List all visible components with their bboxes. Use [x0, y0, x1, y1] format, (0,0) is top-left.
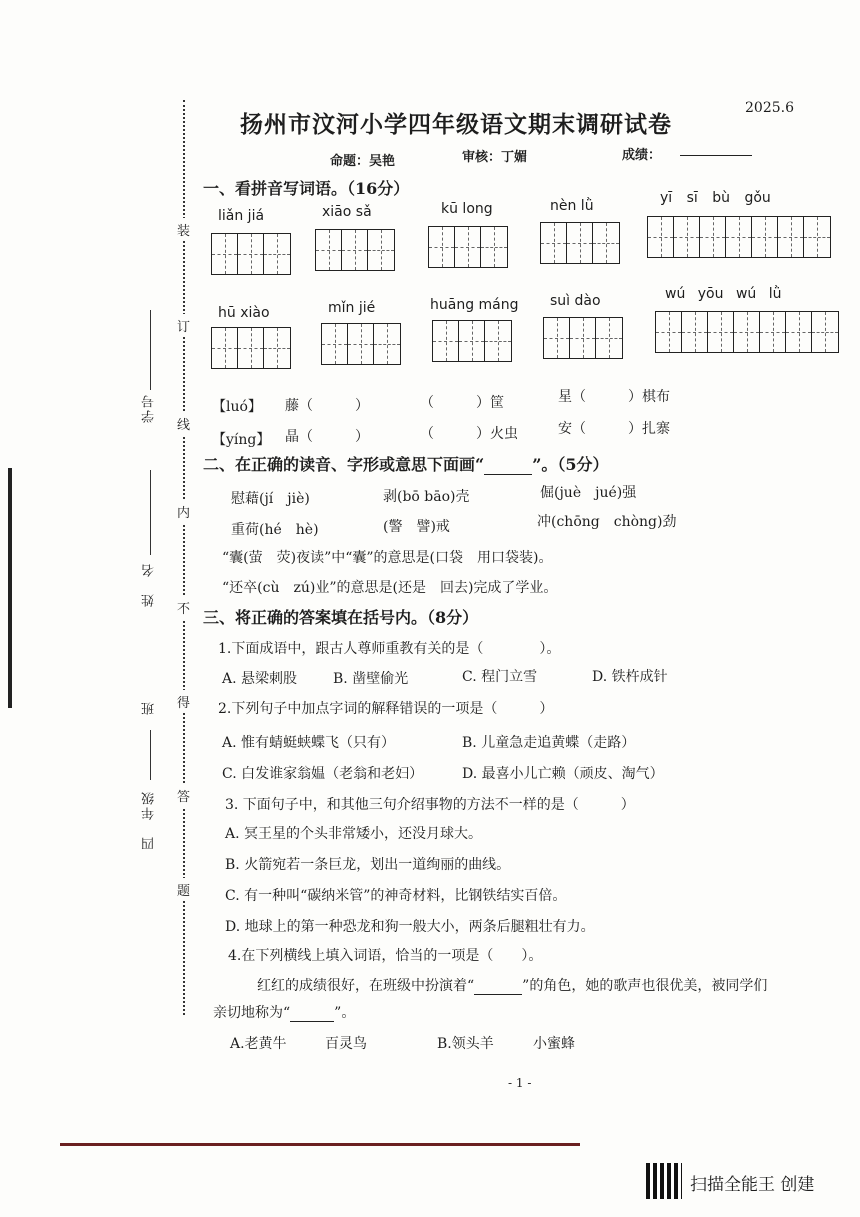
- luo-item[interactable]: （ ）筐: [420, 395, 504, 411]
- score-blank[interactable]: [680, 155, 752, 156]
- writing-grid[interactable]: [321, 323, 401, 365]
- luo-item[interactable]: 星（ ）棋布: [558, 389, 670, 405]
- author-label: 命题：吴艳: [330, 154, 396, 169]
- exam-date: 2025.6: [745, 100, 794, 116]
- writing-grid[interactable]: [428, 226, 508, 268]
- section-3-heading: 三、将正确的答案填在括号内。（8分）: [203, 608, 479, 627]
- binding-char: 内: [177, 500, 190, 523]
- binding-char: 订: [177, 314, 190, 337]
- option-item[interactable]: 百灵鸟: [325, 1036, 367, 1052]
- binding-char: 线: [177, 412, 190, 435]
- name-label: 姓 名: [142, 562, 157, 607]
- luo-item[interactable]: 藤（ ）: [285, 398, 369, 414]
- option-item[interactable]: B. 凿壁偷光: [333, 671, 409, 687]
- writing-grid[interactable]: [647, 216, 831, 258]
- qr-code-icon: [646, 1163, 682, 1199]
- answer-blank[interactable]: [474, 980, 522, 995]
- student-number-line[interactable]: [150, 310, 152, 390]
- writing-grid[interactable]: [432, 320, 512, 362]
- option-item[interactable]: C. 程门立雪: [462, 669, 538, 685]
- luo-label: 【luó】: [212, 399, 262, 415]
- ying-item[interactable]: 安（ ）扎寨: [558, 421, 670, 437]
- section-1-heading: 一、看拼音写词语。（16分）: [203, 179, 410, 198]
- class-line[interactable]: [150, 730, 152, 780]
- option-item[interactable]: D. 地球上的第一种恐龙和狗一般大小，两条后腿粗壮有力。: [225, 919, 595, 935]
- question-passage: 红红的成绩很好，在班级中扮演着“ ”的角色，她的歌声也很优美，被同学们: [257, 978, 768, 994]
- binding-char: 得: [177, 690, 190, 713]
- pinyin-label: wú yōu wú lǜ: [665, 286, 782, 302]
- option-item[interactable]: B. 火箭宛若一条巨龙，划出一道绚丽的曲线。: [225, 857, 511, 873]
- binding-char: 题: [177, 878, 190, 901]
- ying-item[interactable]: 晶（ ）: [285, 429, 369, 445]
- option-item[interactable]: A.老黄牛: [230, 1036, 287, 1052]
- question-text: 3. 下面句子中，和其他三句介绍事物的方法不一样的是（ ）: [225, 797, 635, 813]
- binding-char: 不: [177, 596, 190, 619]
- option-item[interactable]: 小蜜蜂: [533, 1036, 575, 1052]
- option-item[interactable]: B. 儿童急走追黄蝶（走路）: [462, 735, 636, 751]
- pinyin-label: liǎn jiá: [218, 208, 265, 224]
- writing-grid[interactable]: [543, 317, 623, 359]
- question-passage: 亲切地称为“ ”。: [213, 1005, 356, 1021]
- class-label: 班: [142, 700, 157, 715]
- option-item[interactable]: C. 有一种叫“碳纳米管”的神奇材料，比钢铁结实百倍。: [225, 888, 567, 904]
- writing-grid[interactable]: [211, 233, 291, 275]
- pinyin-label: kū long: [441, 201, 493, 217]
- question-text: 1.下面成语中，跟古人尊师重教有关的是（ ）。: [218, 641, 561, 657]
- page-number: - 1 -: [508, 1076, 532, 1090]
- ying-label: 【yíng】: [212, 432, 271, 448]
- pinyin-label: hū xiào: [218, 305, 270, 321]
- binding-char: 答: [177, 784, 190, 807]
- reviewer-label: 审核：丁媚: [462, 150, 528, 165]
- answer-blank[interactable]: [290, 1007, 334, 1022]
- option-item[interactable]: A. 悬梁刺股: [222, 671, 298, 687]
- choice-item[interactable]: 重荷(hé hè): [231, 522, 319, 538]
- pinyin-label: suì dào: [550, 293, 601, 309]
- pinyin-label: huāng máng: [430, 297, 519, 313]
- question-text: 2.下列句子中加点字词的解释错误的一项是（ ）: [218, 701, 554, 717]
- meaning-item[interactable]: “囊(萤 荧)夜读”中“囊”的意思是(口袋 用口袋装)。: [222, 550, 553, 566]
- question-text: 4.在下列横线上填入词语，恰当的一项是（ ）。: [228, 948, 543, 964]
- underline-sample: [484, 460, 532, 475]
- choice-item[interactable]: 剥(bō bāo)壳: [383, 489, 470, 505]
- option-item[interactable]: C. 白发谁家翁媪（老翁和老妇）: [222, 766, 424, 782]
- writing-grid[interactable]: [315, 229, 395, 271]
- choice-item[interactable]: 慰藉(jí jiè): [231, 491, 310, 507]
- choice-item[interactable]: 冲(chōng chòng)劲: [537, 514, 677, 530]
- section-2-heading: 二、在正确的读音、字形或意思下面画“ ”。（5分）: [203, 455, 609, 474]
- grade-label: 四 年级: [142, 790, 157, 850]
- option-item[interactable]: A. 冥王星的个头非常矮小，还没月球大。: [225, 826, 483, 842]
- scan-edge-mark: [8, 468, 12, 708]
- scanner-watermark: 扫描全能王 创建: [690, 1175, 815, 1195]
- meaning-item[interactable]: “还卒(cù zú)业”的意思是(还是 回去)完成了学业。: [222, 580, 558, 596]
- writing-grid[interactable]: [211, 327, 291, 369]
- score-label: 成绩：: [622, 148, 662, 163]
- binding-char: 装: [177, 218, 190, 241]
- pinyin-label: xiāo sǎ: [322, 204, 372, 220]
- name-line[interactable]: [150, 470, 152, 555]
- pinyin-label: nèn lǜ: [550, 198, 594, 214]
- ying-item[interactable]: （ ）火虫: [420, 426, 518, 442]
- writing-grid[interactable]: [655, 311, 839, 353]
- student-number-label: 学号: [142, 393, 157, 423]
- page-title: 扬州市汶河小学四年级语文期末调研试卷: [240, 111, 672, 138]
- pinyin-label: yī sī bù gǒu: [660, 190, 771, 206]
- option-item[interactable]: D. 铁杵成针: [592, 669, 668, 685]
- choice-item[interactable]: (警 譬)戒: [383, 519, 450, 535]
- option-item[interactable]: A. 惟有蜻蜓蛱蝶飞（只有）: [222, 735, 396, 751]
- option-item[interactable]: B.领头羊: [437, 1036, 494, 1052]
- option-item[interactable]: D. 最喜小儿亡赖（顽皮、淘气）: [462, 766, 664, 782]
- writing-grid[interactable]: [540, 222, 620, 264]
- scan-edge-mark: [60, 1143, 580, 1146]
- choice-item[interactable]: 倔(juè jué)强: [540, 485, 637, 501]
- pinyin-label: mǐn jié: [328, 300, 376, 316]
